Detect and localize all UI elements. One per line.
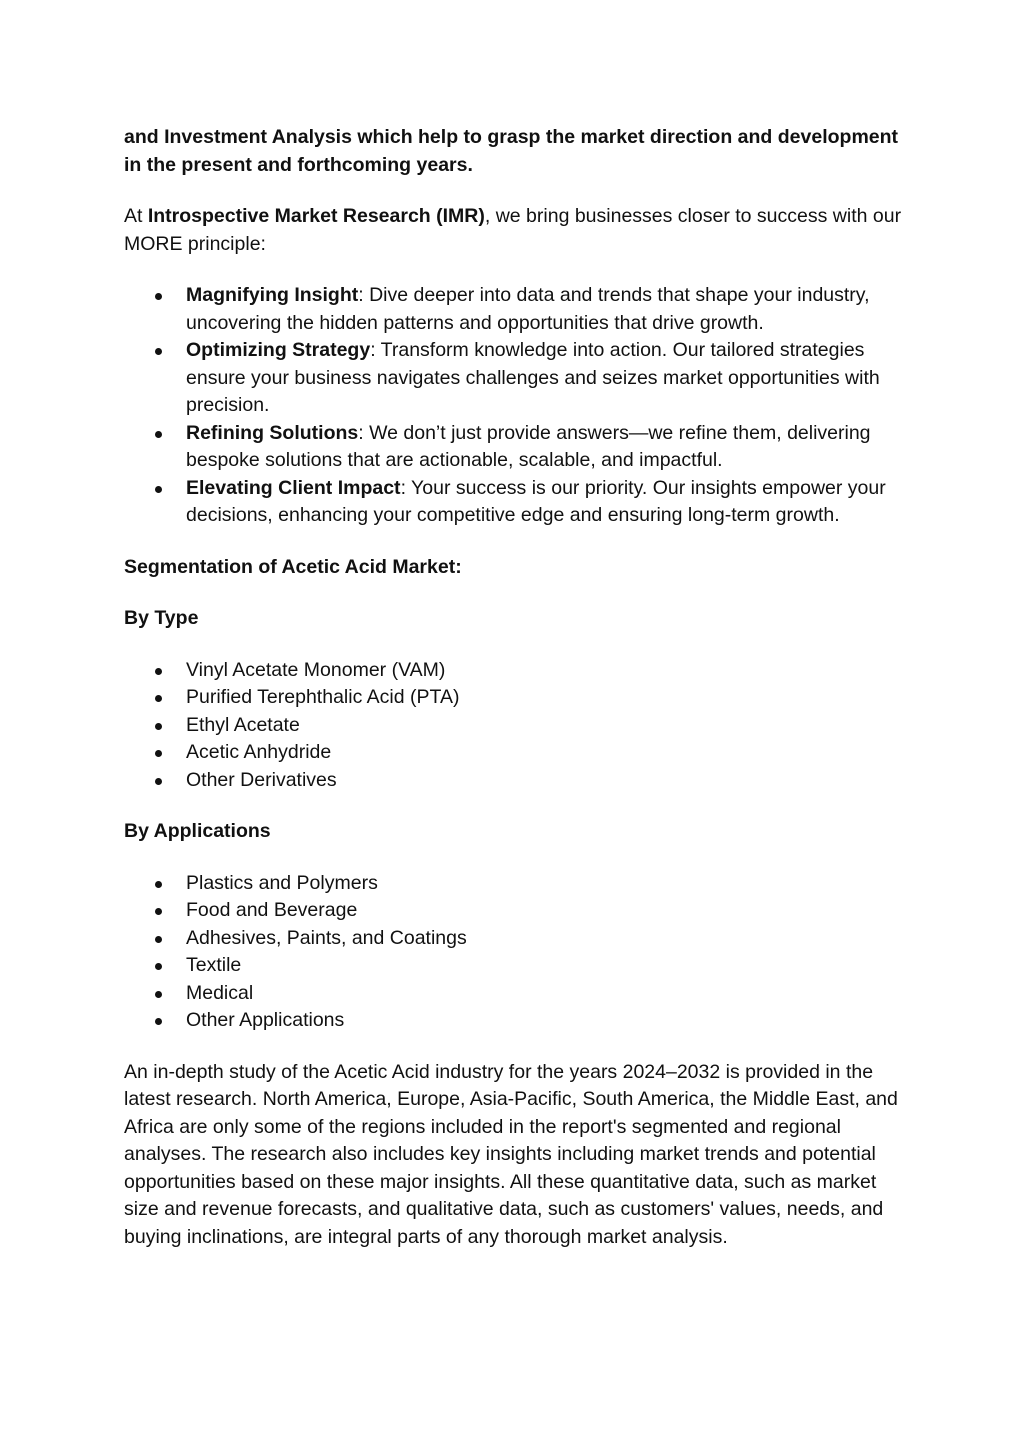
application-item-label: Adhesives, Paints, and Coatings — [186, 926, 467, 949]
list-item — [124, 1007, 914, 1035]
bullet-icon — [155, 723, 162, 730]
type-item-label: Acetic Anhydride — [186, 741, 332, 763]
application-item-label: Medical — [186, 981, 254, 1004]
bullet-icon — [155, 750, 162, 757]
application-item-label: Other Applications — [186, 1009, 345, 1031]
bullet-icon — [155, 486, 162, 493]
type-item-label: Other Derivatives — [186, 768, 337, 791]
principle-text: : We don’t just provide answers—we refine them, delivering bespoke solutions that are actionable, scalable, and impactful. — [186, 421, 871, 471]
segmentation-heading: Segmentation of Acetic Acid Market: — [124, 555, 462, 578]
by-type-heading: By Type — [124, 607, 199, 629]
more-prefix: At — [124, 205, 148, 227]
bullet-icon — [155, 881, 162, 888]
list-item — [124, 980, 914, 1008]
intro-paragraph: and Investment Analysis which help to grasp the market direction and development in the present and forthcoming years. — [124, 126, 899, 176]
type-item-label: Purified Terephthalic Acid (PTA) — [186, 686, 460, 708]
list-item — [124, 337, 914, 420]
list-item — [124, 420, 914, 475]
application-item-label: Textile — [186, 954, 242, 976]
list-item — [124, 282, 914, 337]
bullet-icon — [155, 431, 162, 438]
bullet-icon — [155, 293, 162, 300]
list-item — [124, 739, 914, 767]
principle-term: Optimizing Strategy — [186, 339, 371, 361]
list-item — [124, 897, 914, 925]
company-name: Introspective Market Research (IMR) — [147, 205, 485, 227]
list-item — [124, 475, 914, 530]
principle-term: Refining Solutions — [186, 421, 359, 444]
list-item — [124, 925, 914, 953]
bullet-icon — [155, 936, 162, 943]
more-suffix: , we bring businesses closer to success with our MORE principle: — [124, 205, 902, 255]
bullet-icon — [155, 778, 162, 785]
bullet-icon — [155, 908, 162, 915]
type-list — [124, 657, 914, 795]
document-page — [124, 124, 914, 1251]
closing-paragraph: An in-depth study of the Acetic Acid industry for the years 2024–2032 is provided in the latest research. North America, Europe, Asia-Pacific, South America, the Middle East, and Africa are only some of the regions included in the report's segmented and regional analyses. The research also includes key insights including market trends and potential opportunities based on these major insights. All these quantitative data, such as market size and revenue forecasts, and qualitative data, such as customers' values, needs, and buying inclinations, are integral parts of any thorough market analysis. — [124, 1060, 898, 1248]
principle-text: : Transform knowledge into action. Our tailored strategies ensure your business navigates challenges and seizes market opportunities with precision. — [186, 339, 880, 416]
more-principle-paragraph — [124, 203, 914, 258]
list-item — [124, 684, 914, 712]
bullet-icon — [155, 963, 162, 970]
bullet-icon — [155, 668, 162, 675]
principle-term: Magnifying Insight — [186, 284, 359, 306]
list-item — [124, 712, 914, 740]
list-item — [124, 952, 914, 980]
bullet-icon — [155, 348, 162, 355]
application-item-label: Food and Beverage — [186, 899, 358, 921]
principles-list — [124, 282, 914, 530]
bullet-icon — [155, 1018, 162, 1025]
by-applications-heading: By Applications — [124, 820, 271, 842]
list-item — [124, 767, 914, 795]
bullet-icon — [155, 991, 162, 998]
list-item — [124, 657, 914, 685]
type-item-label: Ethyl Acetate — [186, 713, 300, 736]
principle-term: Elevating Client Impact — [186, 476, 401, 499]
type-item-label: Vinyl Acetate Monomer (VAM) — [186, 658, 446, 681]
applications-list — [124, 870, 914, 1035]
list-item — [124, 870, 914, 898]
principle-text: : Dive deeper into data and trends that shape your industry, uncovering the hidden patterns and opportunities that drive growth. — [186, 284, 870, 334]
application-item-label: Plastics and Polymers — [186, 871, 378, 894]
principle-text: : Your success is our priority. Our insights empower your decisions, enhancing your competitive edge and ensuring long-term growth. — [186, 476, 886, 526]
bullet-icon — [155, 695, 162, 702]
